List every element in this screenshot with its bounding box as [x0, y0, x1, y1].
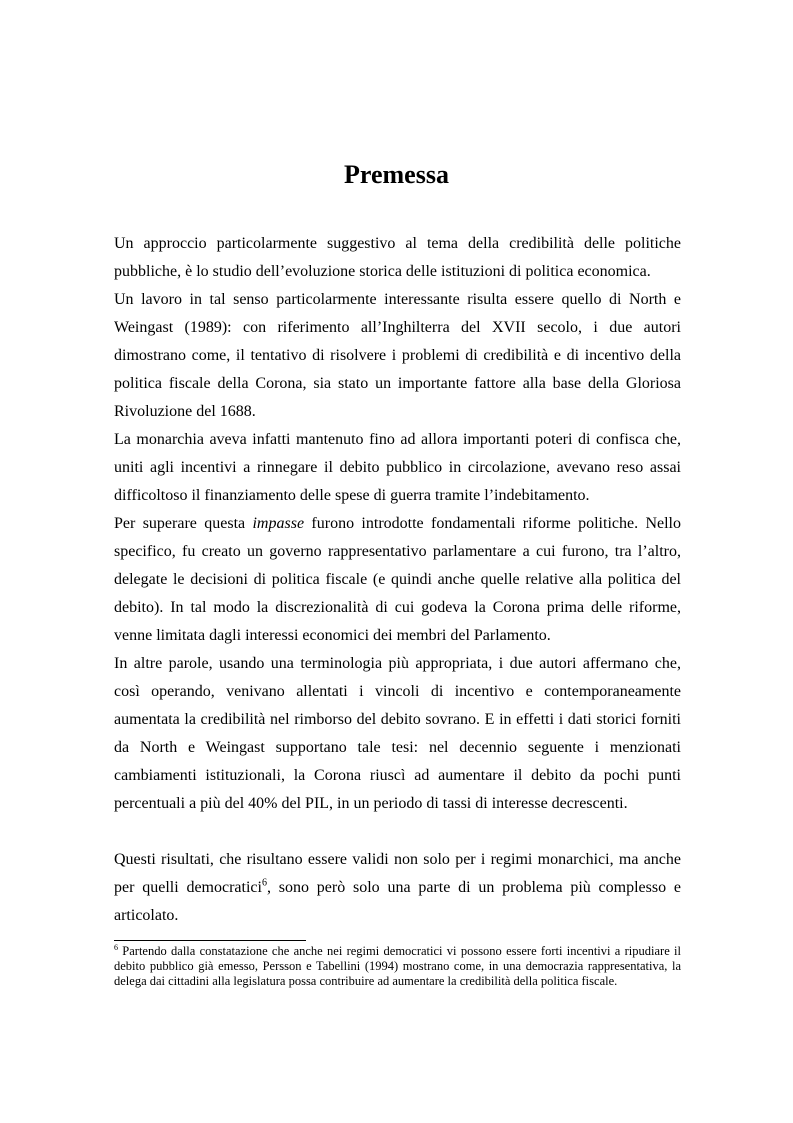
paragraph-4-italic-term: impasse: [252, 515, 305, 532]
paragraph-4-start: Per superare questa: [114, 515, 253, 532]
footnote: [114, 944, 681, 989]
paragraph-6: [114, 846, 681, 930]
paragraph-1: Un approccio particolarmente suggestivo al tema della credibilità delle politiche pubbliche, è lo studio dell’evoluzione storica delle istituzioni di politica economica.: [114, 235, 681, 280]
footnote-text: Partendo dalla constatazione che anche nei regimi democratici vi possono essere forti incentivi a ripudiare il debito pubblico già emesso, Persson e Tabellini (1994) mostrano come, in una democrazia rappresentativa, la delega dai cittadini alla legislatura possa contribuire ad aumentare la credibilità della politica fiscale.: [114, 944, 681, 988]
paragraph-2: Un lavoro in tal senso particolarmente interessante risulta essere quello di North e Weingast (1989): con riferimento all’Inghilterra del XVII secolo, i due autori dimostrano come, il tentativo di risolvere i problemi di credibilità e di incentivo della politica fiscale della Corona, sia stato un importante fattore alla base della Gloriosa Rivoluzione del 1688.: [114, 291, 681, 420]
body-text: [114, 230, 681, 930]
paragraph-3: La monarchia aveva infatti mantenuto fino ad allora importanti poteri di confisca che, uniti agli incentivi a rinnegare il debito pubblico in circolazione, avevano reso assai difficoltoso il finanziamento delle spese di guerra tramite l’indebitamento.: [114, 431, 681, 504]
paragraph-6-start: Questi risultati, che risultano essere validi non solo per i regimi monarchici, ma anche per quelli democratici: [114, 851, 681, 896]
footnote-number: 6: [114, 942, 118, 952]
footnote-divider: [114, 940, 306, 941]
page-title: Premessa: [344, 160, 449, 189]
paragraph-6-end: , sono però solo una parte di un problema più complesso e articolato.: [114, 879, 681, 924]
paragraph-4-end: furono introdotte fondamentali riforme politiche. Nello specifico, fu creato un governo rappresentativo parlamentare a cui furono, tra l’altro, delegate le decisioni di politica fiscale (e quindi anche quelle relative alla politica del debito). In tal modo la discrezionalità di cui godeva la Corona prima delle riforme, venne limitata dagli interessi economici dei membri del Parlamento.: [114, 515, 682, 644]
paragraph-4: [114, 510, 681, 650]
paragraph-5: In altre parole, usando una terminologia più appropriata, i due autori affermano che, così operando, venivano allentati i vincoli di incentivo e contemporaneamente aumentata la credibilità nel rimborso del debito sovrano. E in effetti i dati storici forniti da North e Weingast supportano tale tesi: nel decennio seguente i menzionati cambiamenti istituzionali, la Corona riuscì ad aumentare il debito da pochi punti percentuali a più del 40% del PIL, in un periodo di tassi di interesse decrescenti.: [114, 655, 681, 812]
footnote-reference[interactable]: 6: [261, 877, 267, 889]
